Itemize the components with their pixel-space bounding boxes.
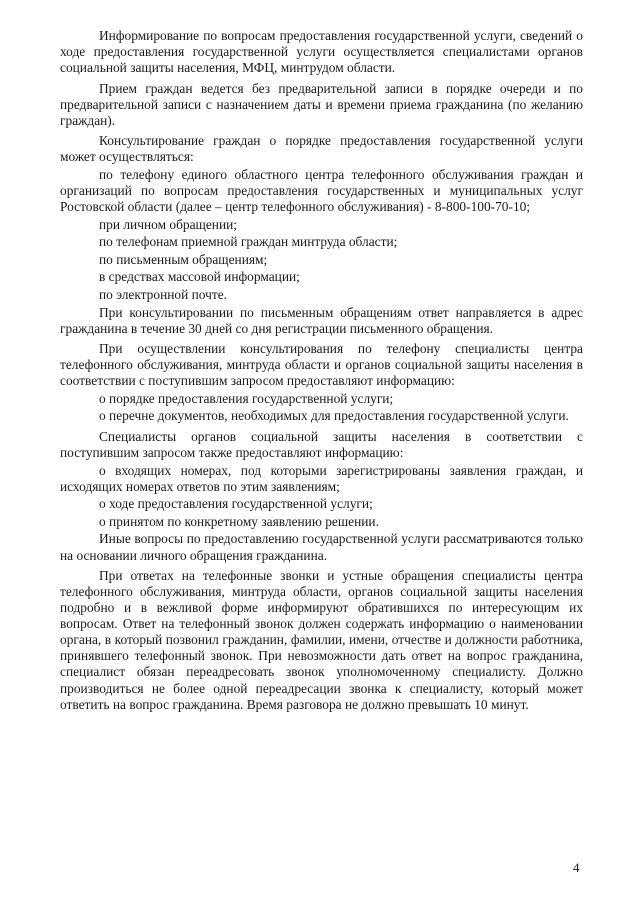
list-item-email: по электронной почте. bbox=[99, 287, 228, 302]
list-item-progress: о ходе предоставления государственной услуги; bbox=[99, 496, 373, 512]
list-item-decision: о принятом по конкретному заявлению решении. bbox=[99, 513, 379, 529]
paragraph-consulting-intro: Консультирование граждан о порядке предоставления государственной услуги может осуществляться: bbox=[60, 133, 583, 165]
list-item-incoming-numbers: о входящих номерах, под которыми зарегистрированы заявления граждан, и исходящих номерах ответов по этим заявлениям; bbox=[60, 462, 583, 494]
paragraph-reception: Прием граждан ведется без предварительной записи в порядке очереди и по предварительной записи с назначением даты и времени приема гражданина (по желанию граждан). bbox=[60, 80, 583, 128]
list-item-procedure: о порядке предоставления государственной услуги; bbox=[99, 390, 394, 406]
list-item-media: в средствах массовой информации; bbox=[99, 269, 300, 285]
list-item-written: по письменным обращениям; bbox=[99, 251, 268, 267]
list-item-personal: при личном обращении; bbox=[99, 216, 238, 232]
list-item-documents: о перечне документов, необходимых для предоставления государственной услуги. bbox=[99, 408, 569, 424]
page-number: 4 bbox=[573, 860, 580, 875]
list-item-phone-center: по телефону единого областного центра телефонного обслуживания граждан и организаций по вопросам предоставления государственных и муниципальных услуг Ростовской области (далее – центр телефонного обслуживания) - 8-800-100-70-10; bbox=[60, 166, 583, 215]
paragraph-phone-consulting: При осуществлении консультирования по телефону специалисты центра телефонного обслуживания, минтруда области и органов социальной защиты населения в соответствии с поступившим запросом предоставляют информацию: bbox=[60, 341, 583, 389]
paragraph-phone-answers: При ответах на телефонные звонки и устные обращения специалисты центра телефонного обслуживания, минтруда области, органов социальной защиты населения подробно и в вежливой форме информируют обратившихся по интересующим их вопросам. Ответ на телефонный звонок должен содержать информацию о наименовании органа, в который позвонил гражданин, фамилии, имени, отчестве и должности работника, принявшего телефонный звонок. При невозможности дать ответ на вопрос гражданина, специалист обязан переадресовать звонок уполномоченному специалисту. Должно производиться не более одной переадресации звонка к специалисту, который может ответить на вопрос гражданина. Время разговора не должно превышать 10 минут. bbox=[60, 567, 583, 712]
paragraph-written-answer: При консультировании по письменным обращениям ответ направляется в адрес гражданина в течение 30 дней со дня регистрации письменного обращения. bbox=[60, 304, 583, 336]
list-item-reception-phones: по телефонам приемной граждан минтруда области; bbox=[99, 234, 398, 250]
paragraph-informing: Информирование по вопросам предоставления государственной услуги, сведений о ходе предоставления государственной услуги осуществляется специалистами органов социальной защиты населения, МФЦ, минтрудом области. bbox=[60, 28, 583, 76]
document-body bbox=[60, 28, 583, 717]
paragraph-specialists: Специалисты органов социальной защиты населения в соответствии с поступившим запросом также предоставляют информацию: bbox=[60, 428, 583, 460]
paragraph-other-questions: Иные вопросы по предоставлению государственной услуги рассматриваются только на основании личного обращения гражданина. bbox=[60, 531, 583, 563]
